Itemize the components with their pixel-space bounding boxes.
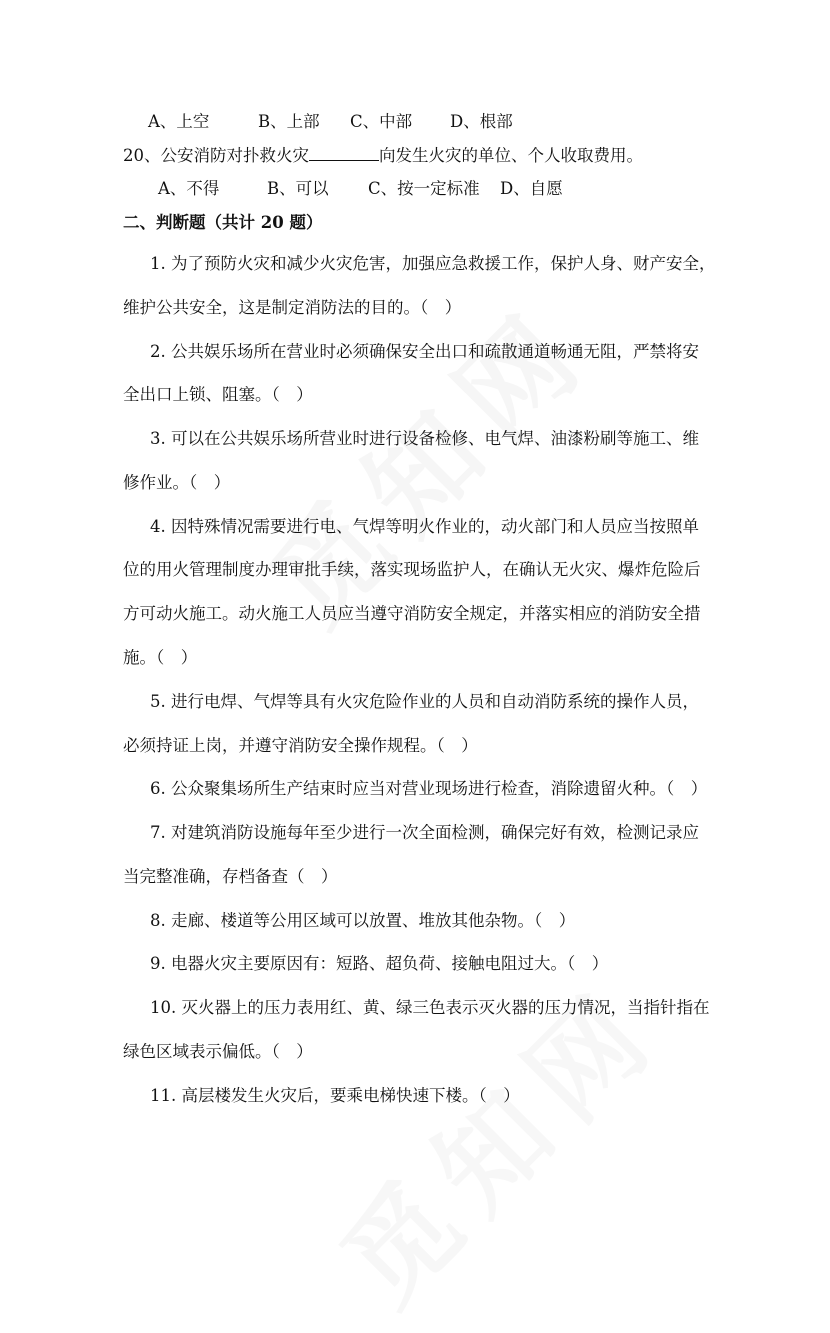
option-text: A、不得: [158, 179, 220, 198]
question-text: 20、公安消防对扑救火灾: [123, 146, 309, 165]
question-line: 绿色区域表示偏低。（ ）: [123, 1042, 313, 1061]
section-heading: 二、判断题（共计 20 题）: [123, 213, 323, 232]
question-line: 8. 走廊、楼道等公用区域可以放置、堆放其他杂物。（ ）: [150, 911, 576, 930]
question-line: 方可动火施工。动火施工人员应当遵守消防安全规定，并落实相应的消防安全措: [123, 604, 701, 623]
option-text: B、可以: [267, 179, 329, 198]
question-line: 5. 进行电焊、气焊等具有火灾危险作业的人员和自动消防系统的操作人员，: [150, 692, 699, 711]
question-line: 10. 灭火器上的压力表用红、黄、绿三色表示灭火器的压力情况，当指针指在: [150, 998, 710, 1017]
question-line: 11. 高层楼发生火灾后，要乘电梯快速下楼。（ ）: [150, 1086, 520, 1105]
option-text: D、根部: [450, 112, 513, 131]
question-line: 9. 电器火灾主要原因有：短路、超负荷、接触电阻过大。（ ）: [150, 954, 609, 973]
question-line: 7. 对建筑消防设施每年至少进行一次全面检测，确保完好有效，检测记录应: [150, 823, 699, 842]
question-line: 维护公共安全，这是制定消防法的目的。（ ）: [123, 298, 462, 317]
option-text: B、上部: [258, 112, 320, 131]
option-text: D、自愿: [500, 179, 563, 198]
question-line: 位的用火管理制度办理审批手续，落实现场监护人，在确认无火灾、爆炸危险后: [123, 560, 701, 579]
question-line: 必须持证上岗，并遵守消防安全操作规程。（ ）: [123, 736, 478, 755]
question-20: [123, 145, 643, 167]
answer-blank: [309, 146, 379, 161]
watermark: [231, 265, 618, 652]
question-line: 6. 公众聚集场所生产结束时应当对营业现场进行检查，消除遗留火种。（ ）: [150, 779, 708, 798]
question-line: 1. 为了预防火灾和减少火灾危害，加强应急救援工作，保护人身、财产安全，: [150, 254, 716, 273]
question-line: 4. 因特殊情况需要进行电、气焊等明火作业的，动火部门和人员应当按照单: [150, 517, 699, 536]
question-line: 修作业。（ ）: [123, 473, 231, 492]
option-text: C、按一定标准: [368, 179, 480, 198]
question-line: 当完整准确，存档备查（ ）: [123, 867, 338, 886]
option-text: C、中部: [350, 112, 413, 131]
question-line: 施。（ ）: [123, 648, 198, 667]
question-line: 全出口上锁、阻塞。（ ）: [123, 385, 313, 404]
question-line: 2. 公共娱乐场所在营业时必须确保安全出口和疏散通道畅通无阻，严禁将安: [150, 342, 699, 361]
question-line: 3. 可以在公共娱乐场所营业时进行设备检修、电气焊、油漆粉刷等施工、维: [150, 429, 699, 448]
question-text: 向发生火灾的单位、个人收取费用。: [379, 146, 643, 165]
option-text: A、上空: [148, 112, 210, 131]
